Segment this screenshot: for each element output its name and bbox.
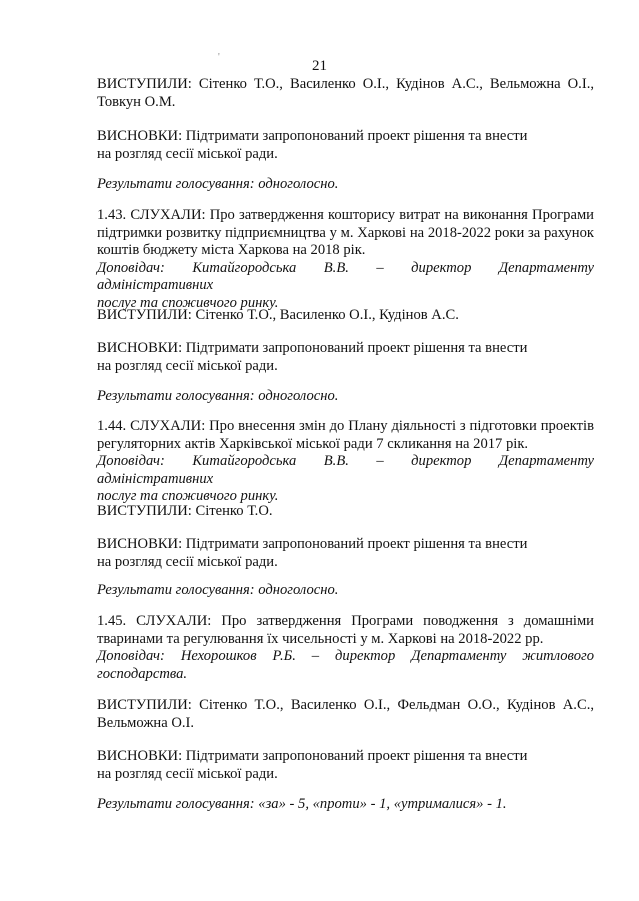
conclusions-block-2 <box>97 340 594 375</box>
conclusions-line: ВИСНОВКИ: Підтримати запропонований проект рішення та внести <box>97 340 528 356</box>
speakers-block-4 <box>97 697 594 732</box>
vote-result-line: Результати голосування: одноголосно. <box>97 582 339 598</box>
vote-result-4 <box>97 796 594 814</box>
heard-line: коштів бюджету міста Харкова на 2018 рік. <box>97 242 366 258</box>
speakers-block-2 <box>97 307 594 325</box>
vote-result-line: Результати голосування: одноголосно. <box>97 176 339 192</box>
conclusions-line: на розгляд сесії міської ради. <box>97 765 278 782</box>
reporter-line: господарства. <box>97 665 188 682</box>
heard-line: тваринами та регулювання їх чисельності у м. Харкові на 2018-2022 рр. <box>97 630 544 647</box>
speakers-line: ВИСТУПИЛИ: Сітенко Т.О., Василенко О.І., Кудінов А.С. <box>97 307 459 323</box>
speakers-block-3 <box>97 503 594 521</box>
heard-block-1-45 <box>97 613 594 683</box>
conclusions-line: ВИСНОВКИ: Підтримати запропонований проект рішення та внести <box>97 748 528 764</box>
reporter-line: Доповідач: Китайгородська В.В. – директор Департаменту адміністративних <box>97 259 594 293</box>
conclusions-line: на розгляд сесії міської ради. <box>97 553 278 570</box>
conclusions-line: ВИСНОВКИ: Підтримати запропонований проект рішення та внести <box>97 128 528 144</box>
reporter-line: Доповідач: Китайгородська В.В. – директор Департаменту адміністративних <box>97 453 594 487</box>
reporter-line: послуг та споживчого ринку. <box>97 294 279 311</box>
page-number: 21 <box>312 58 327 74</box>
speakers-line: Товкун О.М. <box>97 93 176 110</box>
speakers-line: ВИСТУПИЛИ: Сітенко Т.О. <box>97 503 273 519</box>
vote-result-3 <box>97 582 594 600</box>
speakers-line: Вельможна О.І. <box>97 714 195 731</box>
reporter-line: послуг та споживчого ринку. <box>97 488 279 504</box>
conclusions-line: на розгляд сесії міської ради. <box>97 357 278 374</box>
reporter-line: Доповідач: Нехорошков Р.Б. – директор Департаменту житлового <box>97 648 594 664</box>
heard-block-1-43 <box>97 207 594 312</box>
heard-line: 1.44. СЛУХАЛИ: Про внесення змін до Плану діяльності з підготовки проектів <box>97 418 594 434</box>
conclusions-block-4 <box>97 748 594 783</box>
scan-mark: ' <box>218 52 220 63</box>
speakers-block-1 <box>97 76 594 111</box>
conclusions-line: ВИСНОВКИ: Підтримати запропонований проект рішення та внести <box>97 536 528 552</box>
vote-result-2 <box>97 388 594 406</box>
conclusions-block-3 <box>97 536 594 571</box>
heard-line: 1.45. СЛУХАЛИ: Про затвердження Програми поводження з домашніми <box>97 613 594 629</box>
vote-result-line: Результати голосування: «за» - 5, «проти» - 1, «утрималися» - 1. <box>97 796 507 812</box>
heard-line: підтримки розвитку підприємництва у м. Харкові на 2018-2022 роки за рахунок <box>97 224 594 241</box>
heard-line: регуляторних актів Харківської міської ради 7 скликання на 2017 рік. <box>97 435 529 452</box>
heard-line: 1.43. СЛУХАЛИ: Про затвердження кошторису витрат на виконання Програми <box>97 207 594 223</box>
vote-result-line: Результати голосування: одноголосно. <box>97 388 339 404</box>
speakers-line: ВИСТУПИЛИ: Сітенко Т.О., Василенко О.І., Фельдман О.О., Кудінов А.С., <box>97 697 594 713</box>
conclusions-block-1 <box>97 128 594 163</box>
speakers-line: ВИСТУПИЛИ: Сітенко Т.О., Василенко О.І., Кудінов А.С., Вельможна О.І., <box>97 76 594 92</box>
heard-block-1-44 <box>97 418 594 506</box>
conclusions-line: на розгляд сесії міської ради. <box>97 145 278 162</box>
vote-result-1 <box>97 176 594 194</box>
